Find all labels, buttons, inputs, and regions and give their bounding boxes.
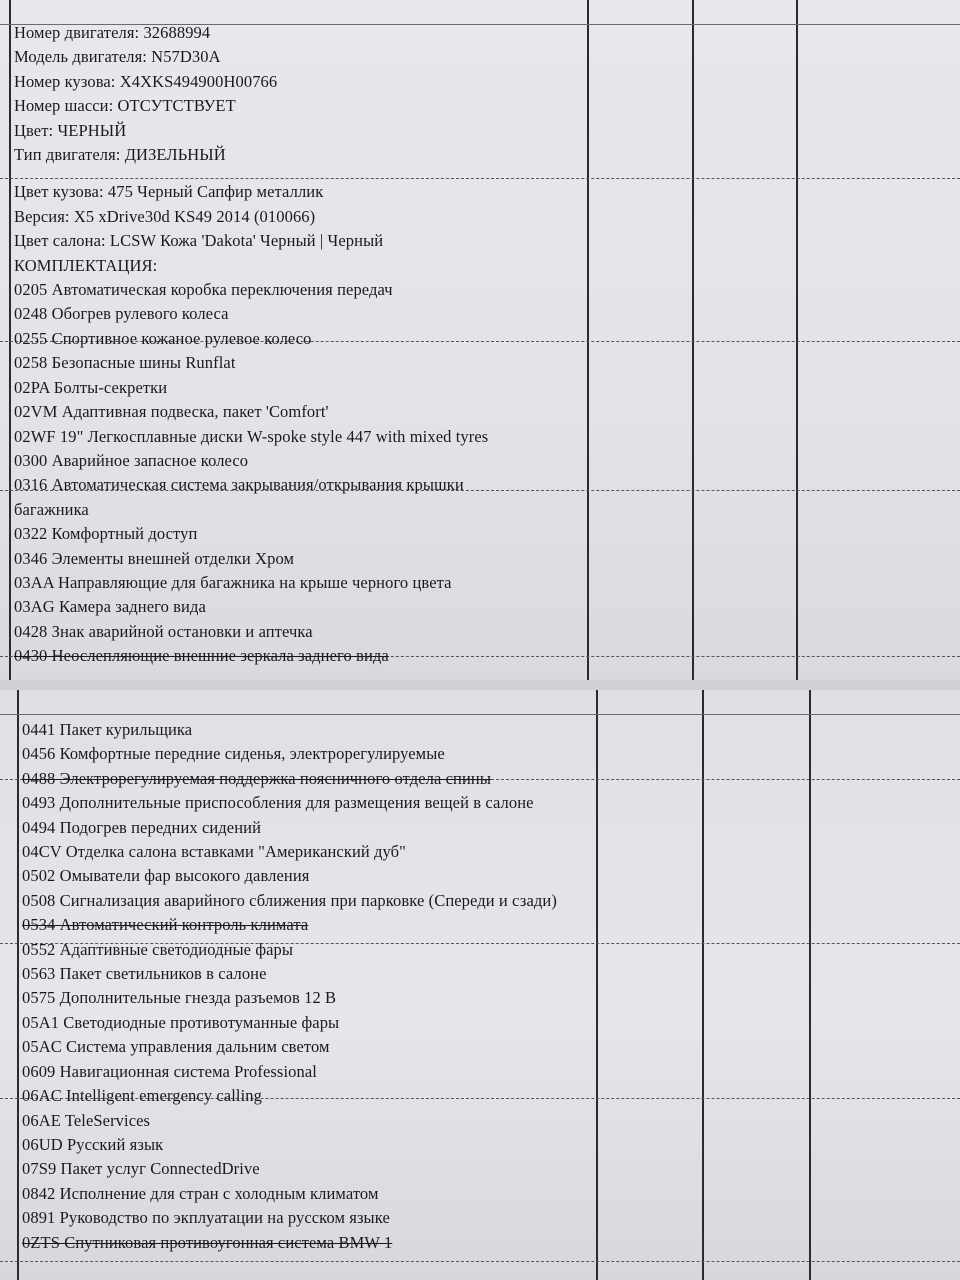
list-item: 06AE TeleServices	[22, 1110, 151, 1130]
list-item: 0248 Обогрев рулевого колеса	[14, 304, 229, 324]
body-number: Номер кузова: X4XKS494900H00766	[14, 71, 278, 91]
table-column-divider	[796, 0, 798, 680]
engine-number: Номер двигателя: 32688994	[14, 23, 211, 42]
list-item: 0493 Дополнительные приспособления для размещения вещей в салоне	[22, 793, 534, 813]
list-item: 0441 Пакет курильщика	[22, 720, 193, 739]
table-column-divider	[587, 0, 589, 680]
page-gap	[0, 680, 960, 690]
list-item: 0ZTS Спутниковая противоугонная система BMW 1	[22, 1232, 393, 1252]
list-item: 0563 Пакет светильников в салоне	[22, 964, 267, 984]
list-item: 03AG Камера заднего вида	[14, 597, 206, 617]
list-item: 06UD Русский язык	[22, 1134, 164, 1154]
list-item: 0428 Знак аварийной остановки и аптечка	[14, 621, 313, 641]
color: Цвет: ЧЕРНЫЙ	[14, 120, 127, 140]
list-item: 0508 Сигнализация аварийного сближения при парковке (Спереди и сзади)	[22, 890, 557, 910]
engine-model: Модель двигателя: N57D30A	[14, 47, 221, 67]
list-item: 0534 Автоматический контроль климата	[22, 915, 309, 935]
interior-color: Цвет салона: LCSW Кожа 'Dakota' Черный | Черный	[14, 231, 384, 251]
body-color: Цвет кузова: 475 Черный Сапфир металлик	[14, 182, 324, 202]
list-item: 04CV Отделка салона вставками "Американский дуб"	[22, 842, 407, 862]
option-list-bottom	[22, 718, 592, 1255]
list-item: 0456 Комфортные передние сиденья, электрорегулируемые	[22, 744, 445, 764]
list-item: 0488 Электрорегулируемая поддержка поясничного отдела спины	[22, 768, 492, 788]
list-item: 0575 Дополнительные гнезда разъемов 12 В	[22, 988, 337, 1008]
list-item: 0430 Неослепляющие внешние зеркала заднего вида	[14, 646, 389, 666]
version: Версия: X5 xDrive30d KS49 2014 (010066)	[14, 206, 316, 226]
list-item: 05A1 Светодиодные противотуманные фары	[22, 1012, 340, 1032]
list-item: 0494 Подогрев передних сидений	[22, 817, 262, 837]
list-item: 03AA Направляющие для багажника на крыше черного цвета	[14, 572, 452, 592]
list-item: 0842 Исполнение для стран с холодным климатом	[22, 1183, 379, 1203]
table-row-border	[0, 714, 960, 715]
list-item: 05AC Система управления дальним светом	[22, 1037, 330, 1057]
list-item: 02PA Болты-секретки	[14, 377, 168, 397]
list-item: 0502 Омыватели фар высокого давления	[22, 866, 310, 886]
table-border-left	[9, 0, 11, 680]
list-item: 0316 Автоматическая система закрывания/открывания крышки багажника	[14, 475, 464, 519]
table-column-divider	[692, 0, 694, 680]
equipment-heading: КОМПЛЕКТАЦИЯ:	[14, 255, 158, 275]
list-item: 0346 Элементы внешней отделки Хром	[14, 548, 295, 568]
list-item: 0552 Адаптивные светодиодные фары	[22, 939, 294, 959]
chassis-number: Номер шасси: ОТСУТСТВУЕТ	[14, 96, 236, 116]
list-item: 06AC Intelligent emergency calling	[22, 1086, 262, 1106]
option-list-top	[14, 21, 584, 669]
engine-type: Тип двигателя: ДИЗЕЛЬНЫЙ	[14, 145, 226, 165]
list-item: 02WF 19" Легкосплавные диски W-spoke style 447 with mixed tyres	[14, 426, 489, 446]
list-item: 0322 Комфортный доступ	[14, 524, 198, 544]
list-item: 0205 Автоматическая коробка переключения передач	[14, 280, 393, 300]
list-item: 0255 Спортивное кожаное рулевое колесо	[14, 328, 312, 348]
list-item: 0258 Безопасные шины Runflat	[14, 353, 236, 373]
list-item: 0891 Руководство по экплуатации на русском языке	[22, 1208, 390, 1228]
table-row-border	[0, 1261, 960, 1262]
list-item: 0300 Аварийное запасное колесо	[14, 450, 249, 470]
list-item: 02VM Адаптивная подвеска, пакет 'Comfort'	[14, 402, 329, 422]
list-item: 07S9 Пакет услуг ConnectedDrive	[22, 1159, 260, 1179]
list-item: 0609 Навигационная система Professional	[22, 1061, 317, 1081]
